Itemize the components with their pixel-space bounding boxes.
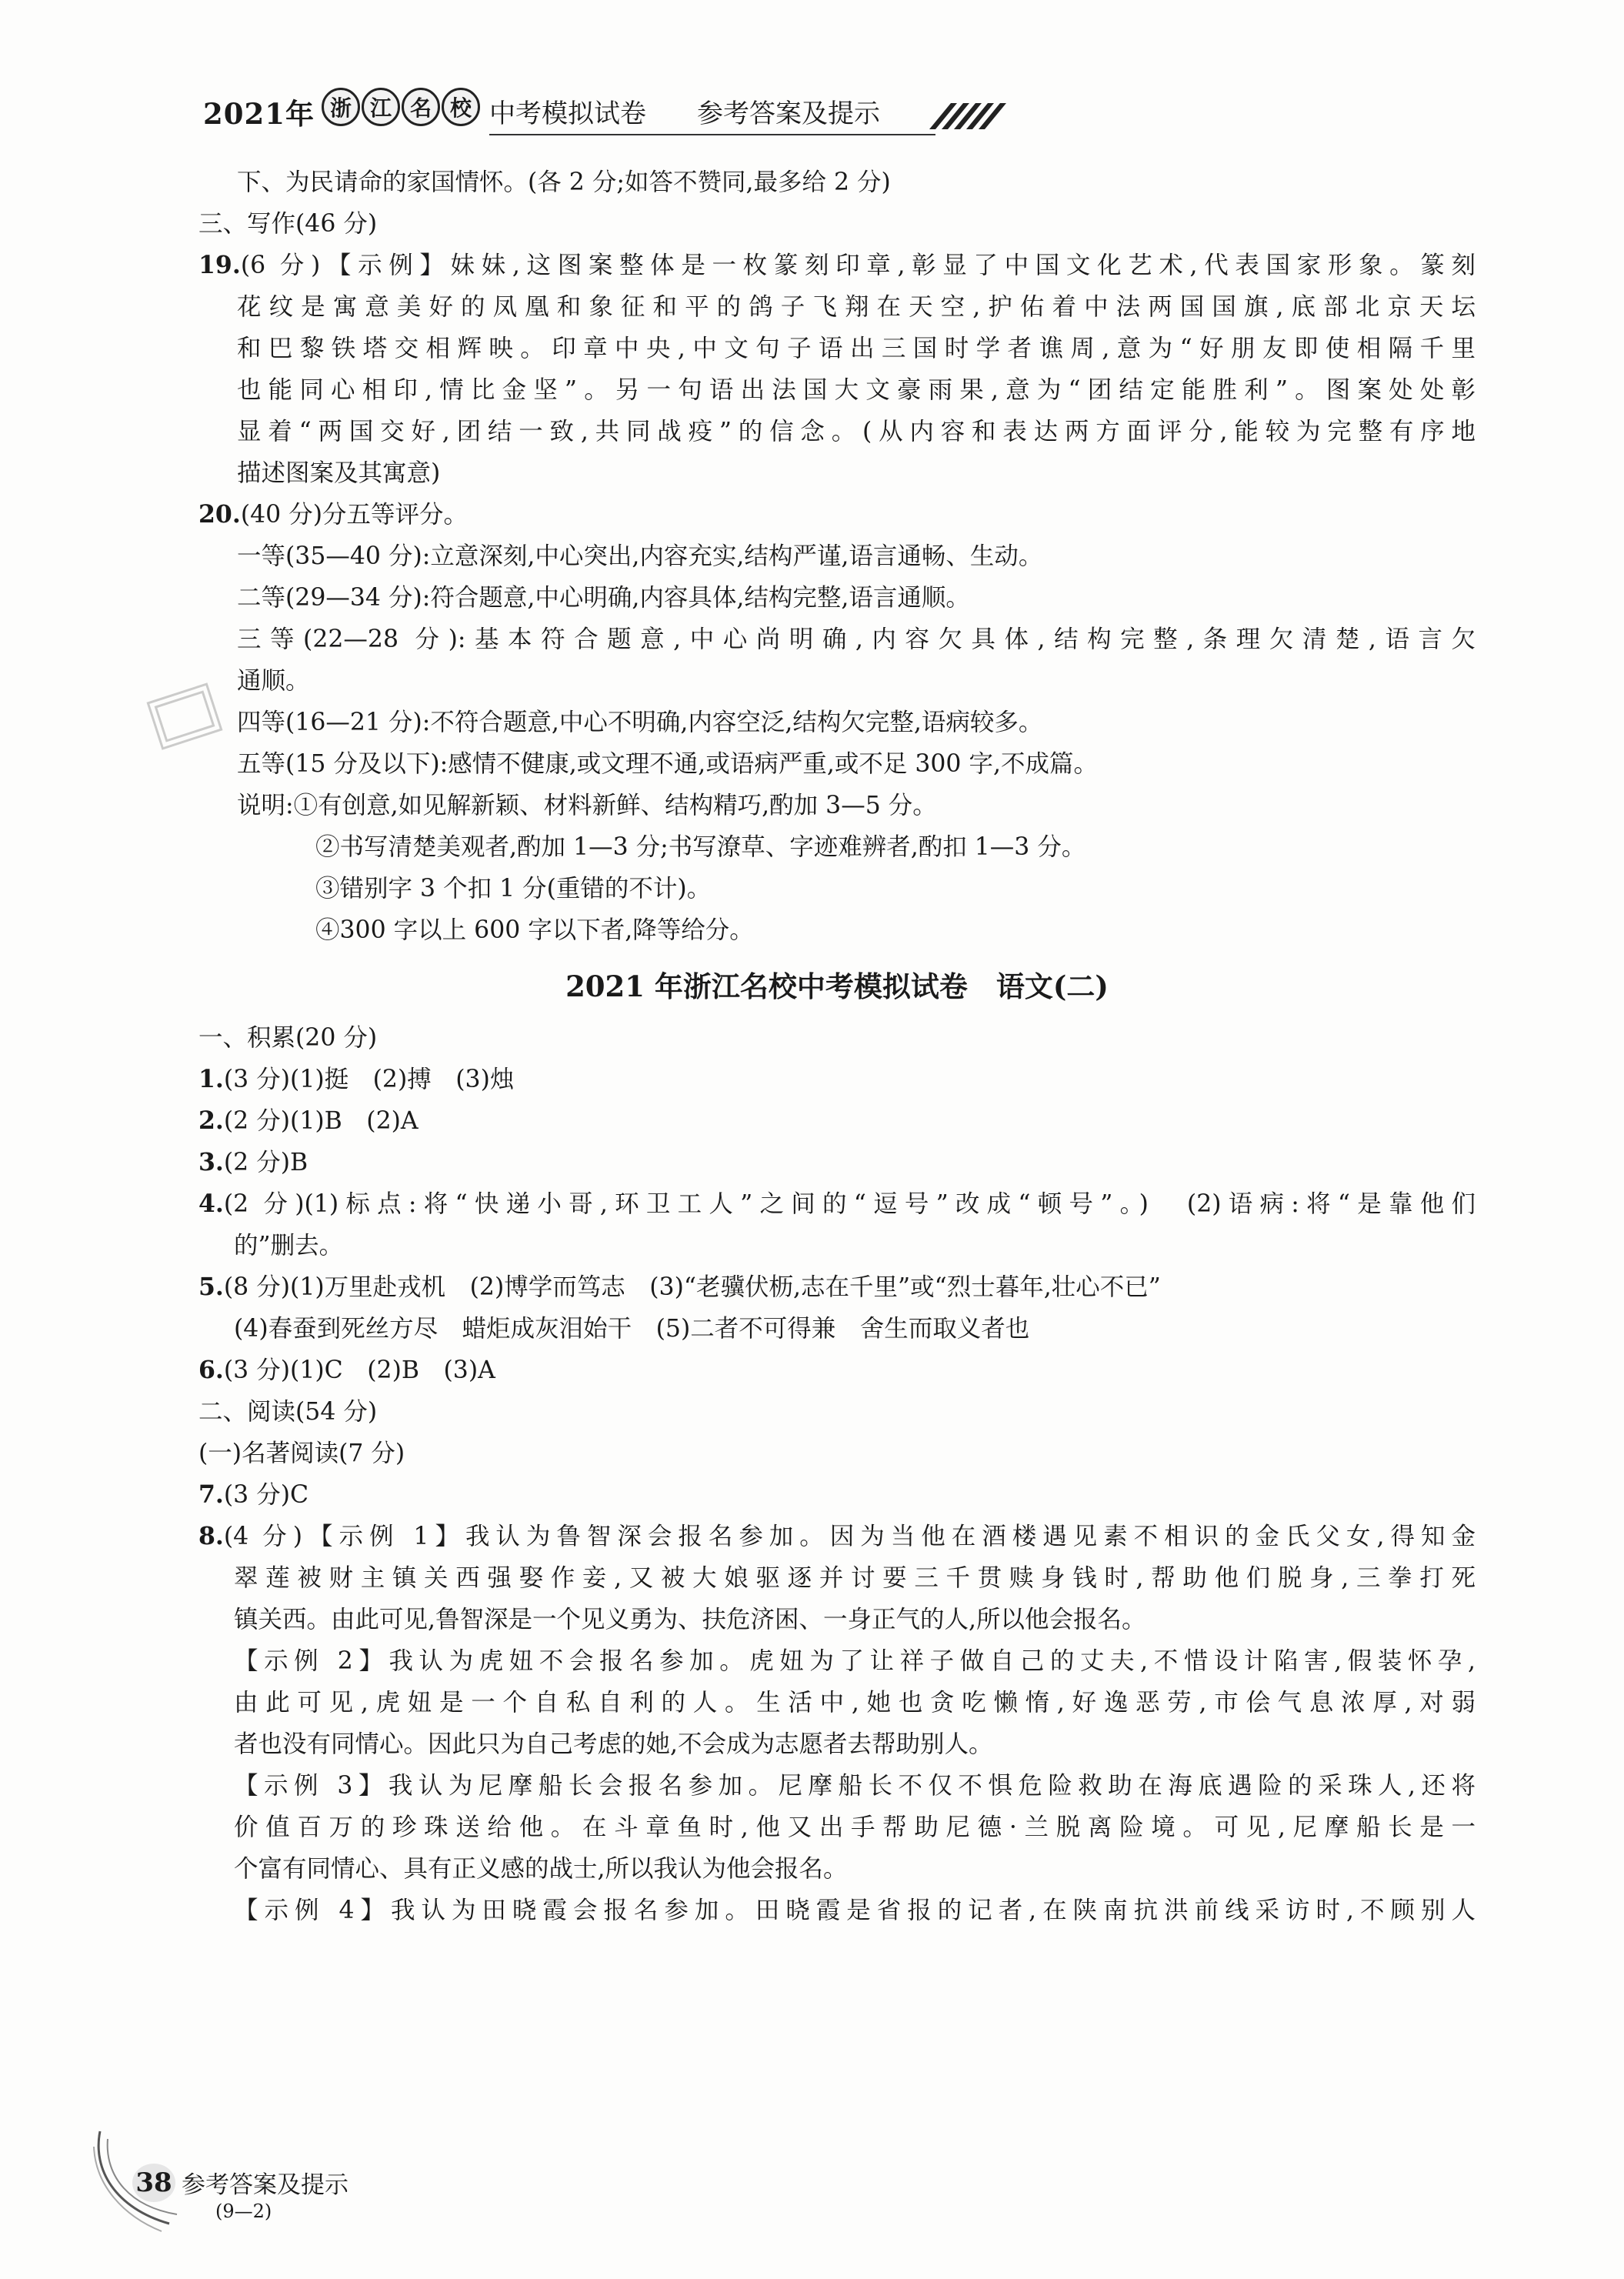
question-text: (3 分)C bbox=[223, 1481, 309, 1509]
text-line: (一)名著阅读(7 分) bbox=[198, 1440, 405, 1467]
text-line: 四等(16—21 分):不符合题意,中心不明确,内容空泛,结构欠完整,语病较多。 bbox=[237, 709, 1043, 736]
question-line bbox=[198, 1516, 1476, 1557]
text-line: 通顺。 bbox=[237, 667, 310, 695]
header-school-seal bbox=[322, 88, 480, 126]
text-line: 二等(29—34 分):符合题意,中心明确,内容具体,结构完整,语言通顺。 bbox=[237, 584, 970, 612]
text-line: 一等(35—40 分):立意深刻,中心突出,内容充实,结构严谨,语言通畅、生动。 bbox=[237, 542, 1043, 570]
text-line: ④300 字以上 600 字以下者,降等给分。 bbox=[315, 916, 754, 944]
question-number: 8. bbox=[198, 1522, 224, 1550]
question-number: 3. bbox=[198, 1148, 224, 1176]
header-answers-label: 参考答案及提示 bbox=[697, 98, 880, 129]
question-text: (40 分)分五等评分。 bbox=[240, 501, 468, 529]
footer-label: 参考答案及提示 bbox=[182, 2171, 348, 2199]
question-text: (2 分)(1)标点:将“快递小哥,环卫工人”之间的“逗号”改成“顿号”。) (2)语病:将“是靠他们 bbox=[223, 1190, 1476, 1218]
header-stripes-icon bbox=[906, 100, 1014, 131]
text-line: (4)春蚕到死丝方尽 蜡炬成灰泪始干 (5)二者不可得兼 舍生而取义者也 bbox=[234, 1315, 1030, 1343]
page-footer bbox=[85, 2147, 408, 2239]
text-line: 【示例 2】我认为虎妞不会报名参加。虎妞为了让祥子做自己的丈夫,不惜设计陷害,假装怀孕, bbox=[234, 1647, 1476, 1675]
question-number: 5. bbox=[198, 1273, 224, 1301]
header-rule bbox=[489, 134, 935, 135]
text-line: 【示例 3】我认为尼摩船长会报名参加。尼摩船长不仅不惧危险救助在海底遇险的采珠人,还将 bbox=[234, 1772, 1476, 1800]
header-circle-char: 江 bbox=[362, 88, 400, 126]
question-number: 19. bbox=[198, 251, 241, 279]
text-line: 和巴黎铁塔交相辉映。印章中央,中文句子语出三国时学者谯周,意为“好朋友即使相隔千里 bbox=[237, 335, 1476, 362]
question-line bbox=[198, 1059, 1476, 1100]
question-line bbox=[198, 1100, 1476, 1142]
text-line: 【示例 4】我认为田晓霞会报名参加。田晓霞是省报的记者,在陕南抗洪前线采访时,不顾别人 bbox=[234, 1897, 1476, 1924]
answer-body bbox=[198, 162, 1476, 1931]
text-line: 五等(15 分及以下):感情不健康,或文理不通,或语病严重,或不足 300 字,不成篇。 bbox=[237, 750, 1098, 778]
text-line: 也能同心相印,情比金坚”。另一句语出法国大文豪雨果,意为“团结定能胜利”。图案处处彰 bbox=[237, 376, 1476, 404]
text-line: 花纹是寓意美好的凤凰和象征和平的鸽子飞翔在天空,护佑着中法两国国旗,底部北京天坛 bbox=[237, 293, 1476, 321]
question-line bbox=[198, 1183, 1476, 1225]
question-text: (2 分)(1)B (2)A bbox=[223, 1107, 419, 1135]
page-number: 38 bbox=[132, 2164, 175, 2202]
text-line: 价值百万的珍珠送给他。在斗章鱼时,他又出手帮助尼德·兰脱离险境。可见,尼摩船长是一 bbox=[234, 1814, 1476, 1841]
text-line: ②书写清楚美观者,酌加 1—3 分;书写潦草、字迹难辨者,酌扣 1—3 分。 bbox=[315, 833, 1086, 861]
question-line bbox=[198, 1266, 1476, 1308]
text-line: 一、积累(20 分) bbox=[198, 1024, 378, 1052]
text-line: 显着“两国交好,团结一致,共同战疫”的信念。(从内容和表达两方面评分,能较为完整有序地 bbox=[237, 418, 1476, 445]
question-text: (2 分)B bbox=[223, 1149, 308, 1176]
text-line: 三、写作(46 分) bbox=[198, 210, 378, 238]
question-number: 20. bbox=[198, 500, 241, 529]
text-line: 三等(22—28 分):基本符合题意,中心尚明确,内容欠具体,结构完整,条理欠清楚,语言欠 bbox=[237, 626, 1476, 653]
page-header bbox=[198, 86, 1045, 148]
question-line bbox=[198, 494, 1476, 536]
question-number: 7. bbox=[198, 1480, 224, 1509]
question-number: 4. bbox=[198, 1190, 224, 1218]
text-line: 者也没有同情心。因此只为自己考虑的她,不会成为志愿者去帮助别人。 bbox=[234, 1730, 993, 1758]
question-line bbox=[198, 1474, 1476, 1516]
text-line: 二、阅读(54 分) bbox=[198, 1398, 378, 1426]
question-text: (3 分)(1)C (2)B (3)A bbox=[223, 1356, 495, 1384]
header-circle-char: 名 bbox=[402, 88, 440, 126]
question-text: (6 分)【示例】妹妹,这图案整体是一枚篆刻印章,彰显了中国文化艺术,代表国家形象。篆刻 bbox=[240, 252, 1476, 279]
text-line: ③错别字 3 个扣 1 分(重错的不计)。 bbox=[315, 875, 712, 903]
header-subtitle: 中考模拟试卷 bbox=[489, 98, 646, 129]
header-circle-char: 浙 bbox=[322, 88, 360, 126]
question-number: 1. bbox=[198, 1065, 224, 1093]
text-line: 的”删去。 bbox=[234, 1232, 344, 1260]
header-circle-char: 校 bbox=[442, 88, 480, 126]
question-text: (3 分)(1)挺 (2)搏 (3)烛 bbox=[223, 1066, 515, 1093]
text-line: 由此可见,虎妞是一个自私自利的人。生活中,她也贪吃懒惰,好逸恶劳,市侩气息浓厚,对弱 bbox=[234, 1689, 1476, 1717]
text-line: 个富有同情心、具有正义感的战士,所以我认为他会报名。 bbox=[234, 1855, 848, 1883]
footer-subcode: (9—2) bbox=[215, 2201, 272, 2222]
text-line: 描述图案及其寓意) bbox=[237, 459, 441, 487]
question-line bbox=[198, 1142, 1476, 1183]
question-line bbox=[198, 1350, 1476, 1391]
question-number: 6. bbox=[198, 1356, 224, 1384]
question-text: (4 分)【示例 1】我认为鲁智深会报名参加。因为当他在酒楼遇见素不相识的金氏父女,得知金 bbox=[223, 1523, 1476, 1550]
text-line: 翠莲被财主镇关西强娶作妾,又被大娘驱逐并讨要三千贯赎身钱时,帮助他们脱身,三拳打死 bbox=[234, 1564, 1476, 1592]
text-line: 下、为民请命的家国情怀。(各 2 分;如答不赞同,最多给 2 分) bbox=[237, 169, 891, 196]
question-line bbox=[198, 245, 1476, 286]
text-line: 镇关西。由此可见,鲁智深是一个见义勇为、扶危济困、一身正气的人,所以他会报名。 bbox=[234, 1606, 1146, 1633]
text-line: 说明:①有创意,如见解新颖、材料新鲜、结构精巧,酌加 3—5 分。 bbox=[237, 792, 937, 819]
header-year: 2021年 bbox=[203, 97, 315, 131]
question-number: 2. bbox=[198, 1106, 224, 1135]
question-text: (8 分)(1)万里赴戎机 (2)博学而笃志 (3)“老骥伏枥,志在千里”或“烈士暮年,壮心不已” bbox=[223, 1273, 1161, 1301]
section-title: 2021 年浙江名校中考模拟试卷 语文(二) bbox=[565, 969, 1109, 1003]
